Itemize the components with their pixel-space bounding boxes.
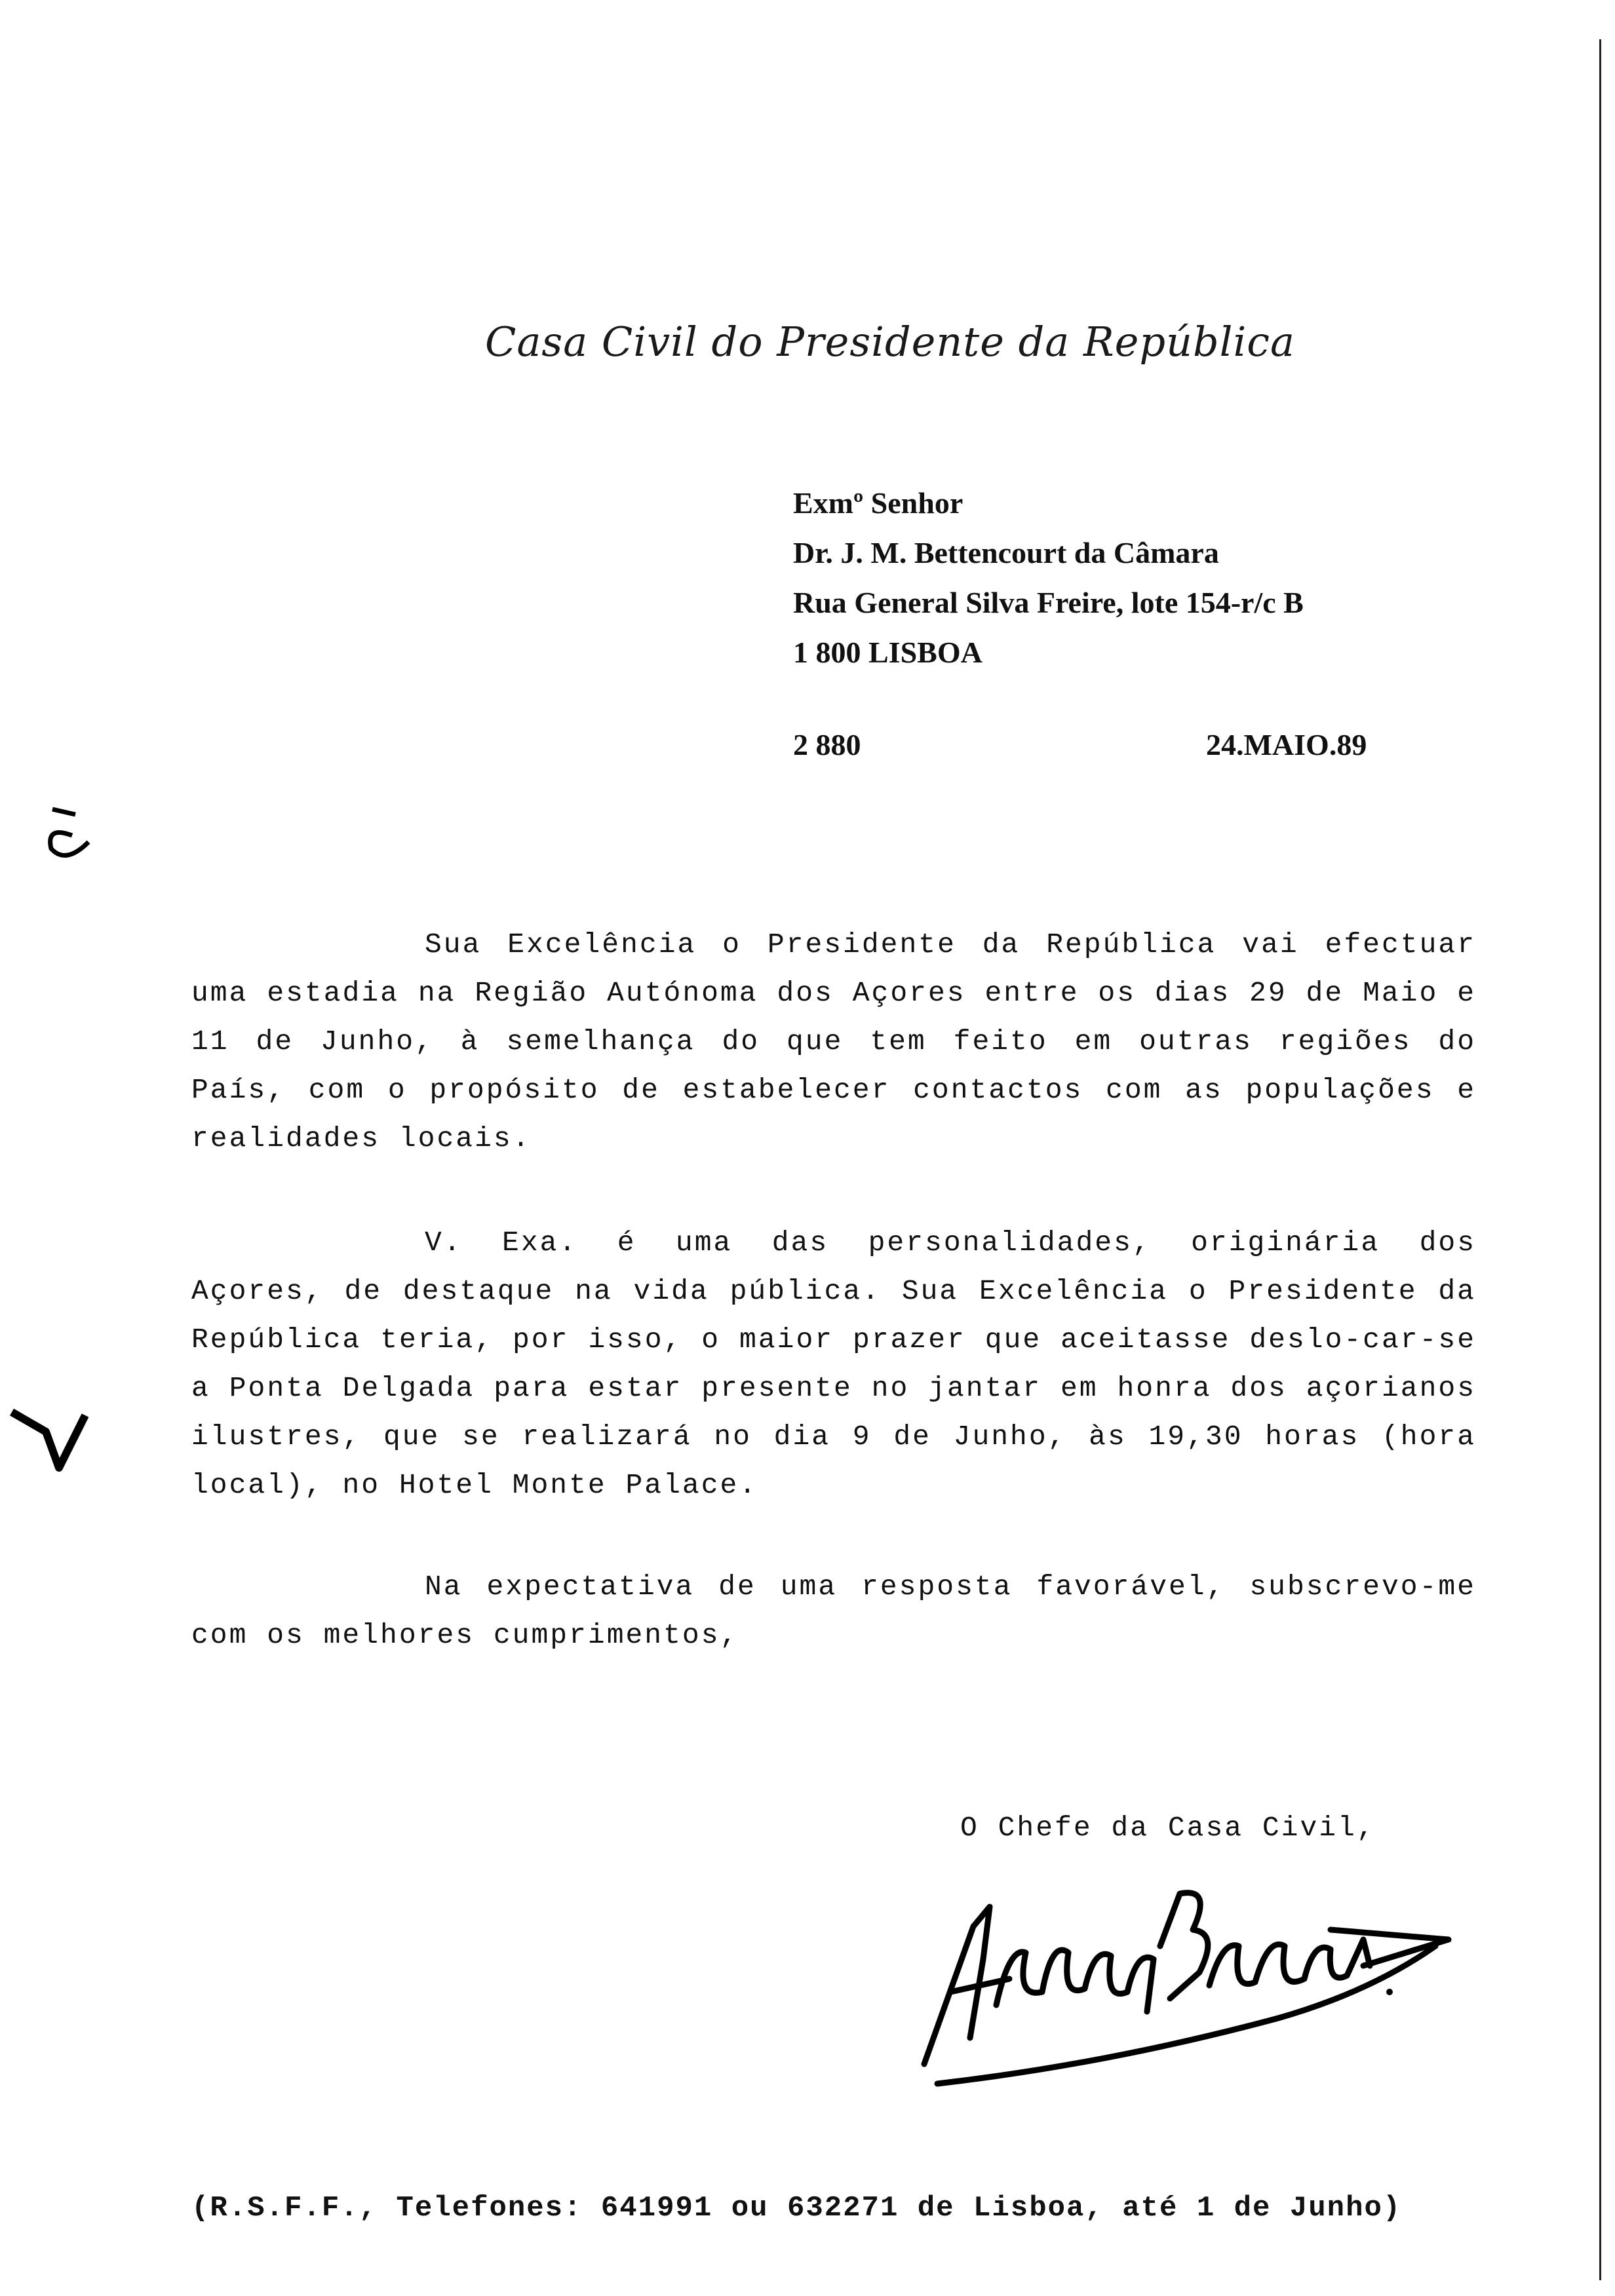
- signature-icon: [911, 1867, 1462, 2090]
- recipient-name: Dr. J. M. Bettencourt da Câmara: [793, 536, 1219, 569]
- recipient-address: [793, 478, 1304, 678]
- closing-title: O Chefe da Casa Civil,: [960, 1812, 1376, 1844]
- page-edge-rule: [1599, 39, 1601, 2280]
- signature: [911, 1867, 1462, 2094]
- reference-number: 2 880: [793, 728, 861, 761]
- margin-mark-c: [39, 803, 98, 865]
- paragraph-2: V. Exa. é uma das personalidades, originária dos Açores, de destaque na vida pública. Sua Excelência o Presidente da República teria, por isso, o maior prazer que aceitasse deslo-car-se a Ponta Delgada para estar presente no jantar em honra dos açorianos ilustres, que se realizará no dia 9 de Junho, às 19,30 horas (hora local), no Hotel Monte Palace.: [191, 1227, 1476, 1501]
- paragraph-3: Na expectativa de uma resposta favorável, subscrevo-me com os melhores cumprimentos,: [191, 1571, 1476, 1651]
- letter-date: 24.MAIO.89: [1206, 728, 1367, 761]
- letterhead: Casa Civil do Presidente da República: [485, 318, 1295, 366]
- recipient-city: 1 800 LISBOA: [793, 636, 983, 669]
- footer-note: (R.S.F.F., Telefones: 641991 ou 632271 de Lisboa, até 1 de Junho): [191, 2192, 1402, 2225]
- margin-mark-check: [7, 1402, 92, 1478]
- recipient-salutation: Exmº Senhor: [793, 486, 963, 520]
- paragraph-1: Sua Excelência o Presidente da República vai efectuar uma estadia na Região Autónoma dos Açores entre os dias 29 de Maio e 11 de Junho, à semelhança do que tem feito em outras regiões do País, com o propósito de estabelecer contactos com as populações e realidades locais.: [191, 928, 1476, 1155]
- recipient-street: Rua General Silva Freire, lote 154-r/c B: [793, 586, 1304, 619]
